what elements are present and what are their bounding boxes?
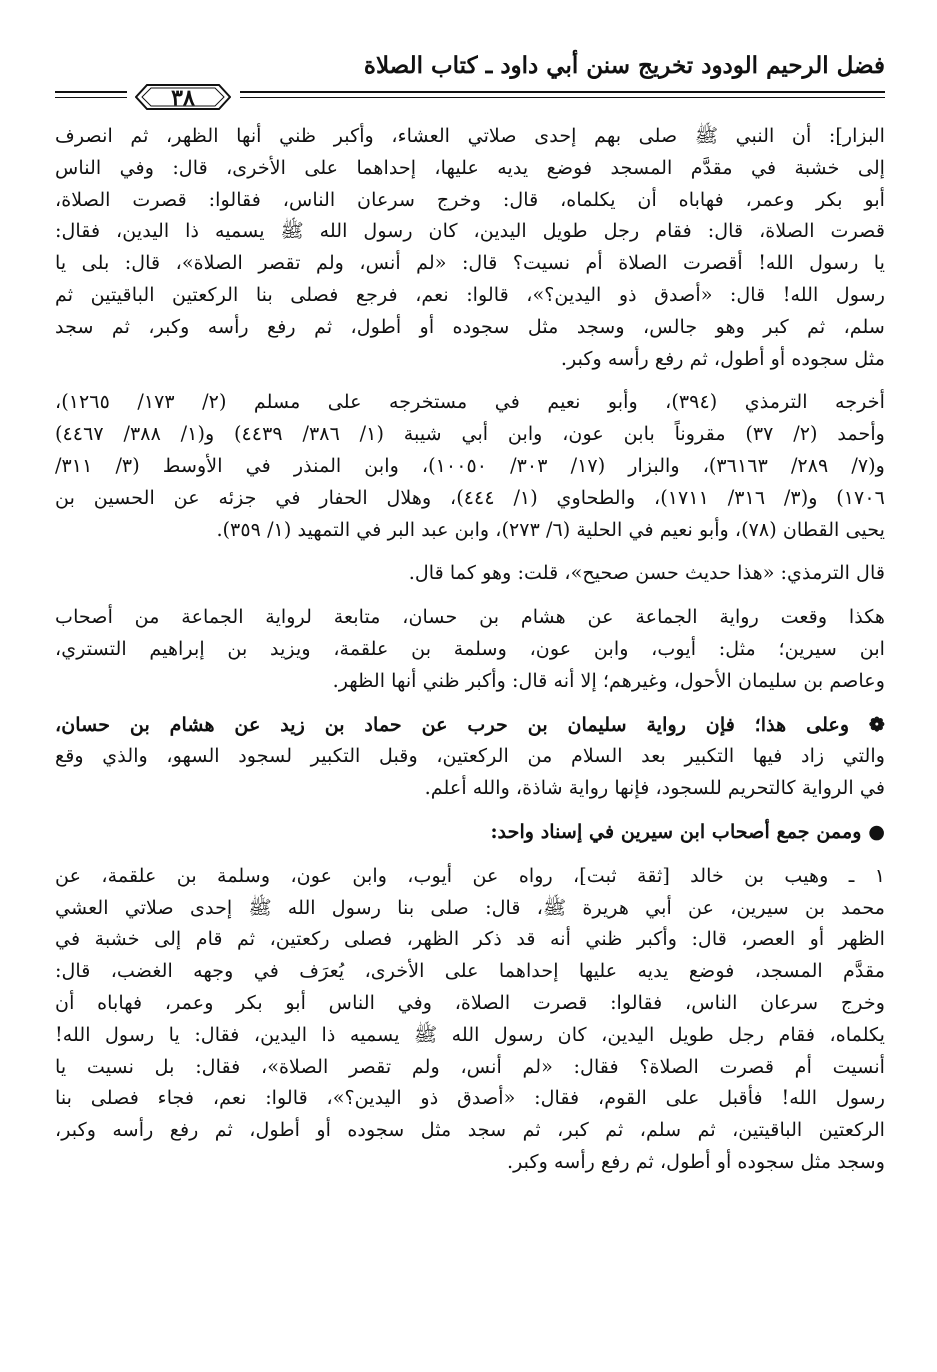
text-line: وخرج سرعان الناس، فقالوا: قصرت الصلاة، وفي الناس أبو بكر وعمر، فهاباه أن bbox=[55, 990, 885, 1014]
text-line: رسول الله! فأقبل على القوم، فقال: «أصدق ذو اليدين؟»، قالوا: نعم، فجاء فصلى بنا bbox=[55, 1086, 885, 1110]
text-line: و(٧/ ٢٨٩/ ٣٦١٦٣)، والبزار (١٧/ ٣٠٣/ ١٠٠٥٠)، وابن المنذر في الأوسط (٣/ ٣١١/ bbox=[55, 453, 885, 477]
running-header-title: فضل الرحيم الودود تخريج سنن أبي داود ـ كتاب الصلاة bbox=[363, 52, 885, 79]
paragraph-tirmidhi-grade bbox=[55, 557, 885, 589]
text-line: ١ ـ وهيب بن خالد [ثقة ثبت]، رواه عن أيوب، وابن عون، وسلمة بن علقمة، عن bbox=[55, 863, 885, 887]
text-line: في الرواية كالتحريم للسجود، فإنها رواية شاذة، والله أعلم. bbox=[424, 776, 885, 800]
paragraph-hadith-text bbox=[55, 120, 885, 374]
page-number-frame bbox=[135, 84, 231, 110]
paragraph-takhrij bbox=[55, 386, 885, 545]
text-line: ١٧٠٦) و(٣/ ٣١٦/ ١٧١١)، والطحاوي (١/ ٤٤٤)، وهلال الحفار في جزئه عن الحسين بن bbox=[55, 485, 885, 509]
paragraph-shadh-ruling bbox=[55, 709, 885, 804]
body-text bbox=[55, 120, 885, 1178]
text-line: سلم، ثم كبر وهو جالس، وسجد مثل سجوده أو أطول، ثم رفع رأسه وكبر، ثم سجد bbox=[55, 314, 885, 338]
text-line: أنسيت أم قصرت الصلاة؟ فقال: «لم أنس، ولم تقصر الصلاة»، فقال: بل نسيت يا bbox=[55, 1054, 885, 1078]
text-line: يحيى القطان (٧٨)، وأبو نعيم في الحلية (٦/ ٢٧٣)، وابن عبد البر في التمهيد (١/ ٣٥٩). bbox=[216, 517, 885, 541]
text-line: وأحمد (٢/ ٣٧) مقروناً بابن عون، وابن أبي شيبة (١/ ٣٨٦/ ٤٤٣٩) و(١/ ٣٨٨/ ٤٤٦٧) bbox=[55, 422, 885, 446]
header-rule bbox=[55, 84, 885, 110]
text-line: الظهر أو العصر، قال: وأكبر ظني أنه قد ذكر الظهر، فصلى ركعتين، ثم قام إلى خشبة في bbox=[55, 927, 885, 951]
text-line: مثل سجوده أو أطول، ثم رفع رأسه وكبر. bbox=[560, 346, 885, 370]
text-line: مقدَّم المسجد، فوضع يديه عليها إحداهما على الأخرى، يُعرَف في وجهه الغضب، قال: bbox=[55, 959, 885, 983]
text-line: هكذا وقعت رواية الجماعة عن هشام بن حسان، متابعة لرواية الجماعة من أصحاب bbox=[55, 605, 885, 629]
text-line: أبو بكر وعمر، فهاباه أن يكلماه، قال: وخرج سرعان الناس، فقالوا: قصرت الصلاة، bbox=[55, 187, 885, 211]
text-line: قصرت الصلاة، قال: فقام رجل طويل اليدين، كان رسول الله ﷺ يسميه ذا اليدين، فقال: bbox=[55, 219, 885, 243]
text-line: محمد بن سيرين، عن أبي هريرة ﷺ، قال: صلى بنا رسول الله ﷺ إحدى صلاتي العشي bbox=[55, 895, 885, 919]
header-rule-line-top-left bbox=[55, 91, 127, 93]
running-header bbox=[55, 40, 885, 80]
paragraph-narration-note bbox=[55, 601, 885, 696]
text-line: يكلماه، فقام رجل طويل اليدين، كان رسول الله ﷺ يسميه ذا اليدين، فقال: يا رسول الله! bbox=[55, 1022, 885, 1046]
text-line: أخرجه الترمذي (٣٩٤)، وأبو نعيم في مستخرجه على مسلم (٢/ ١٧٣/ ١٢٦٥)، bbox=[55, 390, 885, 414]
header-rule-line-bottom-right bbox=[240, 97, 885, 98]
text-line: والتي زاد فيها التكبير بعد السلام من الركعتين، وقبل التكبير لسجود السهو، والذي وقع bbox=[55, 744, 885, 768]
text-line: وسجد مثل سجوده أو أطول، ثم رفع رأسه وكبر. bbox=[506, 1149, 885, 1173]
text-line: إلى خشبة في مقدَّم المسجد فوضع يديه عليها، إحداهما على الأخرى، قال: وفي الناس bbox=[55, 155, 885, 179]
text-line: ابن سيرين؛ مثل: أيوب، وابن عون، وسلمة بن علقمة، ويزيد بن إبراهيم التستري، bbox=[55, 636, 885, 660]
text-line: قال الترمذي: «هذا حديث حسن صحيح»، قلت: وهو كما قال. bbox=[408, 561, 885, 585]
text-line: يا رسول الله! أقصرت الصلاة أم نسيت؟ قال: «لم أنس، ولم تقصر الصلاة»، قال: بلى يا bbox=[55, 251, 885, 275]
page-number: ٣٨ bbox=[171, 85, 195, 111]
text-line: البزار]: أن النبي ﷺ صلى بهم إحدى صلاتي العشاء، وأكبر ظني أنها الظهر، ثم انصرف bbox=[55, 124, 885, 147]
text-line: وعاصم بن سليمان الأحول، وغيرهم؛ إلا أنه قال: وأكبر ظني أنها الظهر. bbox=[332, 668, 885, 692]
text-line: ❁ وعلى هذا؛ فإن رواية سليمان بن حرب عن حماد بن زيد عن هشام بن حسان، bbox=[55, 712, 885, 736]
paragraph-wuhayb-narration bbox=[55, 860, 885, 1178]
section-heading bbox=[55, 816, 885, 848]
text-line: رسول الله! قال: «أصدق ذو اليدين؟»، قالوا: نعم، فرجع فصلى بنا الركعتين الباقيتين ثم bbox=[55, 282, 885, 306]
text-line: الركعتين الباقيتين، ثم سلم، ثم كبر، ثم سجد مثل سجوده أو أطول، ثم رفع رأسه وكبر، bbox=[55, 1118, 885, 1142]
section-heading-text: ● وممن جمع أصحاب ابن سيرين في إسناد واحد: bbox=[490, 819, 885, 843]
header-rule-line-top-right bbox=[240, 91, 885, 93]
header-rule-line-bottom-left bbox=[55, 97, 127, 98]
